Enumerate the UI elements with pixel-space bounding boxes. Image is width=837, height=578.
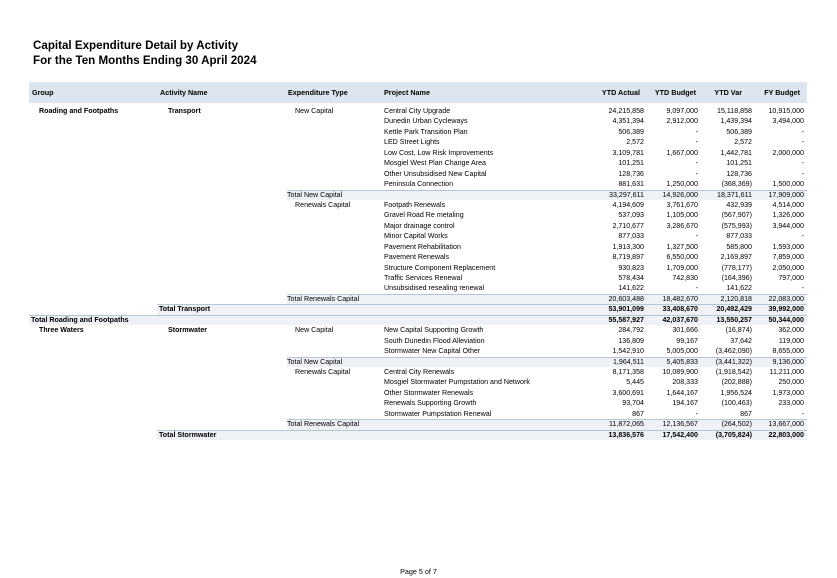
cell-ytd-var: 877,033 [726, 232, 752, 241]
cell-ytd-var: (164,396) [721, 274, 752, 282]
cell-ytd-budget: - [695, 159, 698, 168]
cell-fy-budget: - [801, 284, 804, 293]
cell-ytd-actual: 13,836,576 [608, 430, 644, 439]
cell-ytd-var: (100,463) [721, 399, 752, 408]
table-row [29, 346, 807, 356]
cell-expenditure-type: New Capital [295, 107, 334, 115]
cell-ytd-var: 2,120,818 [720, 294, 752, 303]
cell-ytd-actual: 53,901,099 [608, 305, 644, 314]
table-row [29, 252, 807, 262]
header-ytd-actual: YTD Actual [601, 88, 640, 97]
cell-fy-budget: 1,593,000 [772, 242, 804, 251]
cell-ytd-budget: - [695, 138, 698, 147]
cell-expenditure-type: Total Renewals Capital [287, 420, 360, 429]
cell-ytd-actual: 3,600,691 [612, 388, 644, 397]
capex-table [29, 82, 807, 440]
cell-fy-budget: 2,050,000 [772, 263, 804, 272]
cell-ytd-var: 18,371,611 [717, 190, 752, 199]
cell-fy-budget: 250,000 [778, 378, 804, 387]
table-row [29, 137, 807, 147]
cell-project: Structure Component Replacement [384, 263, 496, 272]
table-row [29, 231, 807, 241]
cell-project: Minor Capital Works [384, 232, 448, 241]
cell-group: Total Roading and Footpaths [31, 315, 129, 324]
cell-ytd-budget: 742,830 [672, 274, 698, 282]
cell-ytd-var: 15,118,858 [717, 107, 752, 115]
cell-fy-budget: 10,915,000 [768, 107, 804, 115]
table-header [29, 82, 807, 103]
cell-ytd-actual: 33,297,611 [609, 190, 644, 199]
cell-ytd-var: 128,736 [726, 169, 752, 178]
table-row [29, 388, 807, 398]
cell-ytd-budget: 301,666 [672, 326, 698, 335]
subtotal-row [29, 294, 807, 304]
table-row [29, 409, 807, 419]
cell-ytd-var: 2,169,897 [720, 253, 752, 262]
cell-fy-budget: 233,000 [778, 399, 804, 408]
header-fy-budget: FY Budget [764, 88, 800, 97]
table-row [29, 242, 807, 252]
cell-project: Central City Renewals [384, 367, 455, 376]
cell-ytd-var: 432,939 [726, 200, 752, 209]
cell-ytd-budget: - [695, 169, 698, 178]
cell-ytd-var: (1,918,542) [715, 367, 752, 376]
cell-ytd-budget: - [695, 127, 698, 136]
table-row [29, 263, 807, 273]
table-row [29, 273, 807, 283]
cell-activity: Total Transport [159, 305, 211, 314]
cell-ytd-actual: 881,631 [618, 180, 644, 189]
cell-fy-budget: 1,973,000 [772, 388, 804, 397]
cell-ytd-var: 37,642 [730, 336, 752, 345]
cell-activity: Transport [168, 107, 201, 115]
cell-ytd-actual: 136,809 [618, 336, 644, 345]
table-row [29, 158, 807, 168]
cell-expenditure-type: Renewals Capital [295, 367, 351, 376]
cell-ytd-actual: 506,389 [618, 127, 644, 136]
cell-expenditure-type: Total Renewals Capital [287, 294, 360, 303]
table-row [29, 200, 807, 210]
cell-ytd-actual: 1,913,300 [612, 242, 644, 251]
cell-expenditure-type: New Capital [295, 326, 334, 335]
cell-ytd-budget: 17,542,400 [662, 430, 698, 439]
cell-project: Other Unsubsidised New Capital [384, 169, 487, 178]
subtotal-row [29, 190, 807, 200]
cell-ytd-budget: 3,286,670 [666, 221, 698, 230]
cell-ytd-var: 1,442,781 [720, 148, 752, 157]
table-row [29, 377, 807, 387]
cell-project: Renewals Supporting Growth [384, 399, 477, 408]
cell-ytd-budget: 9,097,000 [666, 107, 698, 115]
header-ytd-budget: YTD Budget [654, 88, 696, 97]
cell-project: Unsubsidised resealing renewal [384, 284, 485, 293]
cell-project: Pavement Rehabilitation [384, 242, 461, 251]
group-total-row [29, 315, 807, 325]
cell-fy-budget: 1,500,000 [772, 180, 804, 189]
cell-ytd-budget: 18,482,670 [662, 294, 698, 303]
row-shading [157, 430, 807, 440]
cell-expenditure-type: Total New Capital [287, 357, 343, 366]
cell-ytd-budget: - [695, 232, 698, 241]
activity-total-row [29, 430, 807, 440]
cell-ytd-actual: 1,542,910 [612, 347, 644, 356]
cell-fy-budget: 3,494,000 [772, 117, 804, 126]
cell-ytd-actual: 578,434 [618, 274, 644, 282]
cell-activity: Total Stormwater [159, 430, 217, 439]
table-row [29, 221, 807, 231]
activity-total-row [29, 304, 807, 314]
table-row [29, 367, 807, 377]
cell-ytd-budget: 1,644,167 [666, 388, 698, 397]
title-line-1: Capital Expenditure Detail by Activity [33, 39, 239, 52]
table-row [29, 106, 807, 116]
cell-fy-budget: 13,667,000 [768, 420, 804, 429]
cell-ytd-actual: 8,719,897 [612, 253, 644, 262]
cell-ytd-budget: 12,136,567 [662, 420, 698, 429]
cell-group: Three Waters [39, 326, 84, 335]
cell-fy-budget: 50,344,000 [768, 315, 804, 324]
cell-project: New Capital Supporting Growth [384, 326, 484, 335]
cell-ytd-var: 585,800 [726, 242, 752, 251]
cell-ytd-budget: 208,333 [672, 378, 698, 387]
cell-project: Central City Upgrade [384, 107, 451, 115]
cell-project: Low Cost, Low Risk Improvements [384, 148, 494, 157]
cell-ytd-budget: 5,005,000 [666, 347, 698, 356]
cell-fy-budget: 22,083,000 [768, 294, 804, 303]
cell-ytd-actual: 877,033 [618, 232, 644, 241]
cell-ytd-budget: 2,912,000 [666, 117, 698, 126]
cell-fy-budget: 11,211,000 [769, 367, 804, 376]
cell-project: Major drainage control [384, 221, 455, 230]
table-row [29, 169, 807, 179]
cell-ytd-var: (575,993) [721, 221, 752, 230]
cell-ytd-actual: 2,572 [626, 138, 644, 147]
table-row [29, 325, 807, 335]
table-row [29, 116, 807, 126]
cell-fy-budget: 797,000 [778, 274, 804, 282]
cell-fy-budget: 3,944,000 [772, 221, 804, 230]
cell-ytd-actual: 4,194,609 [612, 200, 644, 209]
cell-ytd-budget: 33,408,670 [662, 305, 698, 314]
cell-fy-budget: 362,000 [778, 326, 804, 335]
table-row [29, 210, 807, 220]
cell-fy-budget: 17,909,000 [768, 190, 804, 199]
cell-project: Stormwater New Capital Other [384, 347, 481, 356]
cell-project: Traffic Services Renewal [384, 274, 463, 282]
cell-project: LED Street Lights [384, 138, 440, 147]
cell-fy-budget: 9,136,000 [772, 357, 804, 366]
cell-ytd-var: (3,441,322) [715, 357, 752, 366]
cell-fy-budget: 119,000 [778, 336, 804, 345]
cell-project: Gravel Road Re metaling [384, 211, 464, 220]
cell-ytd-budget: - [695, 284, 698, 293]
cell-project: Mosgiel West Plan Change Area [384, 159, 486, 168]
table-row [29, 179, 807, 189]
cell-project: Footpath Renewals [384, 200, 446, 209]
cell-ytd-var: 101,251 [726, 159, 752, 168]
cell-ytd-actual: 93,704 [622, 399, 644, 408]
cell-ytd-budget: 10,089,900 [662, 367, 698, 376]
cell-ytd-var: (778,177) [721, 263, 752, 272]
cell-ytd-var: 506,389 [726, 127, 752, 136]
cell-ytd-var: (3,705,824) [715, 430, 752, 439]
cell-ytd-var: (3,462,090) [715, 347, 752, 356]
subtotal-row [29, 357, 807, 367]
report-title [33, 38, 257, 68]
cell-fy-budget: 2,000,000 [772, 148, 804, 157]
header-expenditure-type: Expenditure Type [288, 88, 348, 97]
cell-fy-budget: - [801, 409, 804, 418]
cell-activity: Stormwater [168, 326, 208, 335]
cell-ytd-var: 1,956,524 [720, 388, 752, 397]
cell-fy-budget: - [801, 169, 804, 178]
cell-ytd-var: (264,502) [721, 420, 752, 429]
cell-project: Other Stormwater Renewals [384, 388, 474, 397]
table-row [29, 398, 807, 408]
cell-ytd-actual: 20,603,488 [608, 294, 644, 303]
cell-ytd-budget: 99,167 [676, 336, 698, 345]
table-row [29, 148, 807, 158]
cell-fy-budget: 4,514,000 [772, 200, 804, 209]
cell-ytd-actual: 3,109,781 [612, 148, 644, 157]
cell-ytd-actual: 1,964,511 [612, 357, 644, 366]
cell-ytd-actual: 867 [632, 409, 644, 418]
cell-project: Kettle Park Transition Plan [384, 127, 468, 136]
cell-project: Peninsula Connection [384, 180, 454, 189]
cell-fy-budget: - [801, 127, 804, 136]
cell-ytd-actual: 8,171,358 [612, 367, 644, 376]
cell-ytd-actual: 537,093 [618, 211, 644, 220]
cell-ytd-var: 867 [740, 409, 752, 418]
cell-ytd-var: 20,492,429 [716, 305, 752, 314]
cell-fy-budget: 39,992,000 [768, 305, 804, 314]
cell-ytd-actual: 284,792 [618, 326, 644, 335]
cell-fy-budget: 1,326,000 [772, 211, 804, 220]
cell-ytd-var: 141,622 [726, 284, 752, 293]
cell-ytd-var: (16,874) [725, 326, 752, 335]
row-shading [157, 304, 807, 314]
cell-fy-budget: - [801, 159, 804, 168]
cell-ytd-actual: 2,710,677 [612, 221, 644, 230]
cell-ytd-actual: 24,215,858 [608, 107, 644, 115]
cell-ytd-budget: 194,167 [672, 399, 698, 408]
header-ytd-var: YTD Var [714, 88, 742, 97]
cell-expenditure-type: Renewals Capital [295, 200, 351, 209]
cell-ytd-actual: 55,587,927 [608, 315, 644, 324]
cell-group: Roading and Footpaths [39, 107, 119, 115]
cell-ytd-actual: 930,823 [618, 263, 644, 272]
cell-ytd-actual: 128,736 [618, 169, 644, 178]
table-body [29, 106, 807, 440]
cell-ytd-actual: 101,251 [618, 159, 644, 168]
cell-fy-budget: - [801, 232, 804, 241]
cell-ytd-var: 1,439,394 [720, 117, 752, 126]
cell-ytd-budget: 1,709,000 [666, 263, 698, 272]
header-group: Group [32, 88, 54, 97]
cell-ytd-actual: 4,351,394 [612, 117, 644, 126]
cell-ytd-var: (368,369) [721, 180, 752, 189]
cell-ytd-budget: 42,037,670 [662, 315, 698, 324]
cell-ytd-budget: 1,105,000 [666, 211, 698, 220]
table-row [29, 127, 807, 137]
title-line-2: For the Ten Months Ending 30 April 2024 [33, 54, 257, 67]
cell-fy-budget: 7,859,000 [772, 253, 804, 262]
cell-ytd-actual: 141,622 [618, 284, 644, 293]
cell-ytd-var: (202,888) [721, 378, 752, 387]
subtotal-row [29, 419, 807, 429]
cell-ytd-budget: 14,926,000 [662, 190, 698, 199]
cell-ytd-budget: 3,761,670 [666, 200, 698, 209]
cell-ytd-actual: 11,872,065 [609, 420, 644, 429]
cell-expenditure-type: Total New Capital [287, 190, 343, 199]
cell-project: Mosgiel Stormwater Pumpstation and Network [384, 378, 530, 387]
cell-ytd-budget: 1,250,000 [666, 180, 698, 189]
cell-ytd-var: (567,907) [721, 211, 752, 220]
cell-fy-budget: - [801, 138, 804, 147]
cell-ytd-budget: - [695, 409, 698, 418]
cell-ytd-var: 2,572 [734, 138, 752, 147]
table-row [29, 336, 807, 346]
cell-project: Dunedin Urban Cycleways [384, 117, 468, 126]
table-row [29, 283, 807, 293]
header-activity: Activity Name [160, 88, 208, 97]
cell-fy-budget: 8,655,000 [772, 347, 804, 356]
page-number: Page 5 of 7 [400, 567, 437, 576]
cell-fy-budget: 22,803,000 [768, 430, 804, 439]
cell-project: South Dunedin Flood Alleviation [384, 336, 485, 345]
cell-ytd-budget: 6,550,000 [666, 253, 698, 262]
header-project: Project Name [384, 88, 430, 97]
cell-ytd-budget: 1,327,500 [666, 242, 698, 251]
cell-ytd-budget: 5,405,833 [666, 357, 698, 366]
cell-ytd-actual: 5,445 [626, 378, 644, 387]
cell-project: Stormwater Pumpstation Renewal [384, 409, 492, 418]
cell-ytd-var: 13,550,257 [716, 315, 752, 324]
cell-project: Pavement Renewals [384, 253, 450, 262]
cell-ytd-budget: 1,667,000 [666, 148, 698, 157]
